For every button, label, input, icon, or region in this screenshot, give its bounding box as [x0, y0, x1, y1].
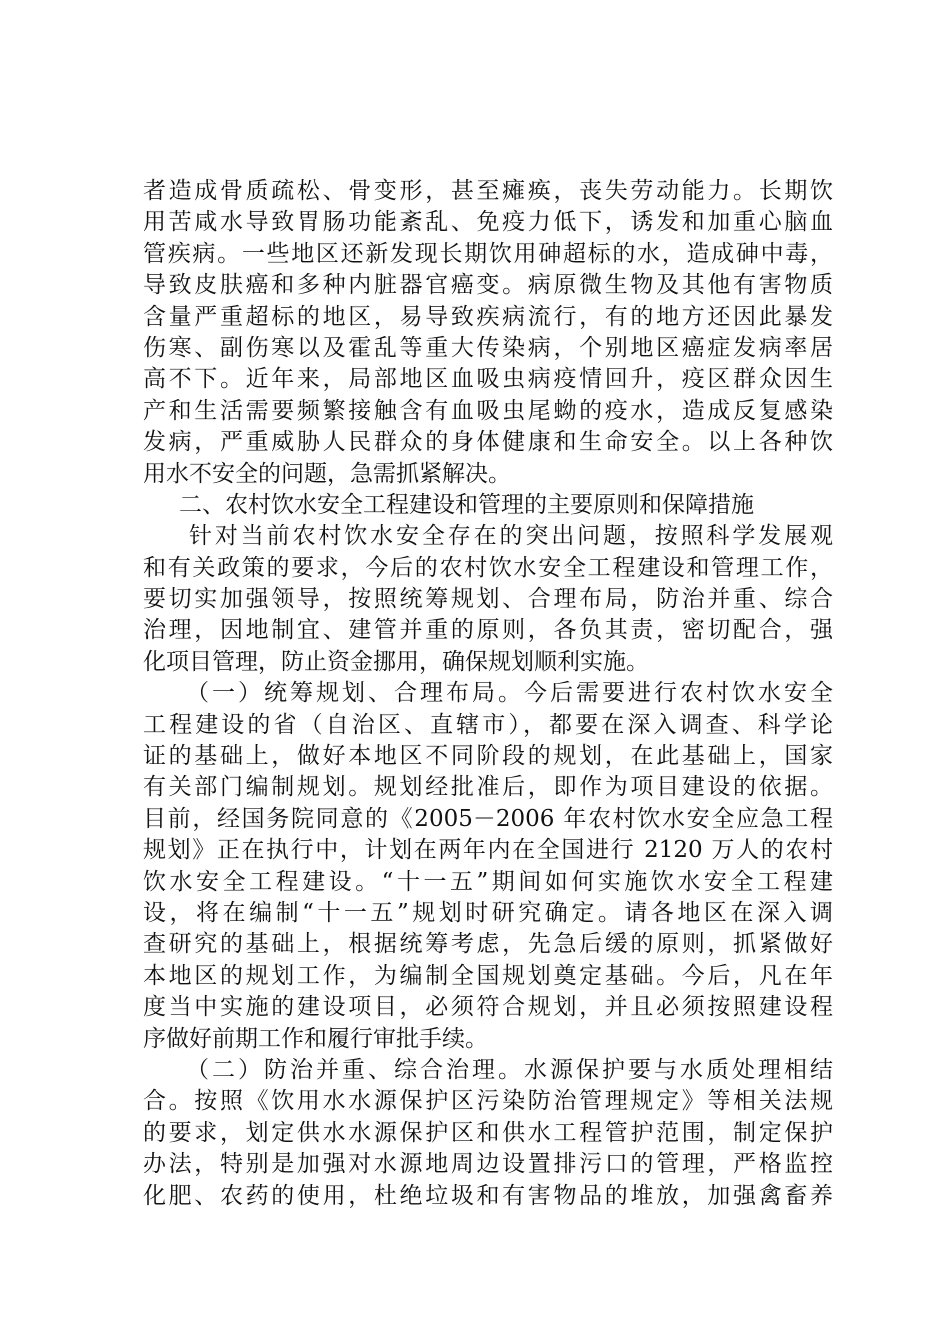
- paragraph-line: 本地区的规划工作，为编制全国规划奠定基础。今后，凡在年: [143, 962, 833, 989]
- paragraph-line: 合。按照《饮用水水源保护区污染防治管理规定》等相关法规: [143, 1088, 833, 1115]
- paragraph-line: 导致皮肤癌和多种内脏器官癌变。病原微生物及其他有害物质: [143, 272, 833, 299]
- paragraph-line: 用苦咸水导致胃肠功能紊乱、免疫力低下，诱发和加重心脑血: [143, 209, 833, 236]
- paragraph-line: 规划》正在执行中，计划在两年内在全国进行 2120 万人的农村: [143, 837, 833, 864]
- paragraph-line: 饮水安全工程建设。“十一五”期间如何实施饮水安全工程建: [143, 868, 833, 895]
- section-heading: 二、农村饮水安全工程建设和管理的主要原则和保障措施: [179, 491, 754, 518]
- paragraph-line: 发病，严重威胁人民群众的身体健康和生命安全。以上各种饮: [143, 429, 833, 456]
- paragraph-line: 治理，因地制宜、建管并重的原则，各负其责，密切配合，强: [143, 617, 833, 644]
- paragraph-line: 要切实加强领导，按照统筹规划、合理布局，防治并重、综合: [143, 586, 833, 613]
- paragraph-line: 高不下。近年来，局部地区血吸虫病疫情回升，疫区群众因生: [143, 366, 833, 393]
- subsection-line: （一）统筹规划、合理布局。今后需要进行农村饮水安全: [186, 680, 833, 707]
- document-body: [143, 176, 833, 1212]
- paragraph-line: 管疾病。一些地区还新发现长期饮用砷超标的水，造成砷中毒，: [143, 240, 833, 267]
- paragraph-line: 序做好前期工作和履行审批手续。: [143, 1025, 488, 1052]
- paragraph-line: 化项目管理，防止资金挪用，确保规划顺利实施。: [143, 648, 649, 675]
- paragraph-line: 产和生活需要频繁接触含有血吸虫尾蚴的疫水，造成反复感染: [143, 397, 833, 424]
- paragraph-line: 化肥、农药的使用，杜绝垃圾和有害物品的堆放，加强禽畜养: [143, 1182, 833, 1209]
- paragraph-line: 工程建设的省（自治区、直辖市），都要在深入调查、科学论: [143, 711, 833, 738]
- paragraph-line: 办法，特别是加强对水源地周边设置排污口的管理，严格监控: [143, 1151, 833, 1178]
- paragraph-line: 查研究的基础上，根据统筹考虑，先急后缓的原则，抓紧做好: [143, 931, 833, 958]
- paragraph-line: 目前，经国务院同意的《2005－2006 年农村饮水安全应急工程: [143, 805, 833, 832]
- paragraph-line: 含量严重超标的地区，易导致疾病流行，有的地方还因此暴发: [143, 303, 833, 330]
- paragraph-line: 者造成骨质疏松、骨变形，甚至瘫痪，丧失劳动能力。长期饮: [143, 178, 833, 204]
- paragraph-line: 度当中实施的建设项目，必须符合规划，并且必须按照建设程: [143, 994, 833, 1021]
- subsection-line: （二）防治并重、综合治理。水源保护要与水质处理相结: [186, 1056, 833, 1083]
- paragraph-line: 针对当前农村饮水安全存在的突出问题，按照科学发展观: [189, 523, 833, 550]
- paragraph-line: 用水不安全的问题，急需抓紧解决。: [143, 460, 511, 487]
- paragraph-line: 证的基础上，做好本地区不同阶段的规划，在此基础上，国家: [143, 743, 833, 770]
- paragraph-line: 的要求，划定供水水源保护区和供水工程管护范围，制定保护: [143, 1119, 833, 1146]
- paragraph-line: 伤寒、副伤寒以及霍乱等重大传染病，个别地区癌症发病率居: [143, 334, 833, 361]
- paragraph-line: 设，将在编制“十一五”规划时研究确定。请各地区在深入调: [143, 899, 833, 926]
- paragraph-line: 有关部门编制规划。规划经批准后，即作为项目建设的依据。: [143, 774, 833, 801]
- paragraph-line: 和有关政策的要求，今后的农村饮水安全工程建设和管理工作，: [143, 554, 833, 581]
